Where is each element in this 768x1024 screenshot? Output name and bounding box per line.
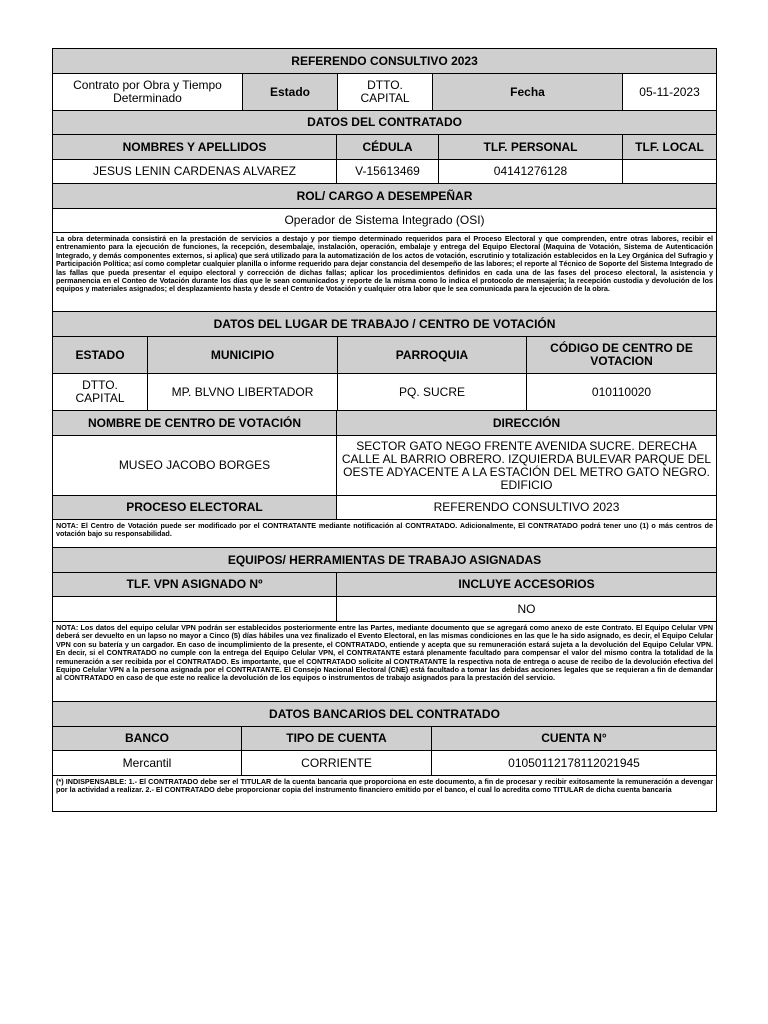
cedula-value: V-15613469 — [337, 160, 439, 184]
col-accesorios: INCLUYE ACCESORIOS — [337, 573, 717, 597]
col-estado: ESTADO — [53, 337, 148, 374]
tipo-cuenta-value: CORRIENTE — [242, 751, 432, 776]
col-tlf-local: TLF. LOCAL — [623, 135, 717, 160]
col-vpn: TLF. VPN ASIGNADO Nº — [53, 573, 337, 597]
col-codigo-centro: CÓDIGO DE CENTRO DE VOTACION — [527, 337, 717, 374]
bancarios-table — [52, 701, 717, 812]
col-cuenta: CUENTA N° — [432, 727, 717, 751]
centro-table — [52, 410, 717, 548]
direccion-value: SECTOR GATO NEGO FRENTE AVENIDA SUCRE. DERECHA CALLE AL BARRIO OBRERO. IZQUIERDA BULEVAR PARQUE DEL OESTE ADYACENTE A LA ESTACIÓN DEL METRO GATO NEGRO. EDIFICIO — [337, 436, 717, 496]
contratado-section-title: DATOS DEL CONTRATADO — [53, 111, 717, 135]
fecha-label: Fecha — [433, 74, 623, 111]
contratado-table — [52, 134, 717, 312]
estado-value: DTTO. CAPITAL — [338, 74, 433, 111]
nombre-centro-label: NOMBRE DE CENTRO DE VOTACIÓN — [53, 411, 337, 436]
codigo-centro-value: 010110020 — [527, 374, 717, 411]
estado-lugar-value: DTTO. CAPITAL — [53, 374, 148, 411]
tlf-local-value — [623, 160, 717, 184]
equipos-section-title: EQUIPOS/ HERRAMIENTAS DE TRABAJO ASIGNADAS — [53, 548, 717, 573]
accesorios-value: NO — [337, 597, 717, 622]
col-banco: BANCO — [53, 727, 242, 751]
contract-info-table — [52, 48, 717, 135]
col-parroquia: PARROQUIA — [338, 337, 527, 374]
direccion-label: DIRECCIÓN — [337, 411, 717, 436]
col-tipo-cuenta: TIPO DE CUENTA — [242, 727, 432, 751]
fecha-value: 05-11-2023 — [623, 74, 717, 111]
proceso-value: REFERENDO CONSULTIVO 2023 — [337, 496, 717, 520]
bancarios-section-title: DATOS BANCARIOS DEL CONTRATADO — [53, 702, 717, 727]
col-nombres: NOMBRES Y APELLIDOS — [53, 135, 337, 160]
lugar-section-title: DATOS DEL LUGAR DE TRABAJO / CENTRO DE VOTACIÓN — [53, 312, 717, 337]
nombres-value: JESUS LENIN CARDENAS ALVAREZ — [53, 160, 337, 184]
col-tlf-personal: TLF. PERSONAL — [439, 135, 623, 160]
document-title: REFERENDO CONSULTIVO 2023 — [53, 49, 717, 74]
parroquia-value: PQ. SUCRE — [338, 374, 527, 411]
bancarios-note: (*) INDISPENSABLE: 1.- El CONTRATADO debe ser el TITULAR de la cuenta bancaria que proporciona en este documento, a fin de procesar y recibir exitosamente la remuneración a devengar por la actividad a realizar. 2.- El CONTRATADO debe proporcionar copia del instrumento financiero emitido por el banco, el cual lo acredita como TITULAR de dicha cuenta bancaria — [53, 776, 717, 812]
municipio-value: MP. BLVNO LIBERTADOR — [148, 374, 338, 411]
rol-value: Operador de Sistema Integrado (OSI) — [53, 209, 717, 233]
vpn-value — [53, 597, 337, 622]
nombre-centro-value: MUSEO JACOBO BORGES — [53, 436, 337, 496]
cuenta-value: 01050112178112021945 — [432, 751, 717, 776]
estado-label: Estado — [243, 74, 338, 111]
col-cedula: CÉDULA — [337, 135, 439, 160]
contract-document — [52, 48, 716, 812]
tlf-personal-value: 04141276128 — [439, 160, 623, 184]
rol-description: La obra determinada consistirá en la prestación de servicios a destajo y por tiempo determinado requeridos para el Proceso Electoral y que comprenden, entre otras labores, recibir el entrenamiento para la ejecución de funciones, la recepción, desembalaje, instalación, operación, embalaje y entrega del Equipo Electoral (Maquina de Votación, Sistema de Autenticación Integrado, y demás componentes externos, si aplica) que será utilizado para la automatización de los actos de votación, escrutinio y totalización establecidos en la Ley Orgánica del Sufragio y Participación Política; así como completar cualquier planilla o informe requerido para dejar constancia del desempeño de las labores; el reporte al Técnico de Soporte del Sistema Integrado de las fallas que pueda presentar el equipo electoral y corrección de dichas fallas; aplicar los procedimientos definidos en cada una de las fases del proceso electoral, la asistencia y permanencia en el Conteo de Votación durante los días que le sean comunicados y reporte de la misma como lo indica el protocolo de mensajería; la recepción custodia y devolución de los equipos y materiales asignados; el desplazamiento hasta y desde el Centro de Votación y cualquier otra labor que le sea comunicada para la ejecución de la obra. — [53, 233, 717, 312]
lugar-table — [52, 311, 717, 411]
banco-value: Mercantil — [53, 751, 242, 776]
rol-section-title: ROL/ CARGO A DESEMPEÑAR — [53, 184, 717, 209]
contract-type: Contrato por Obra y Tiempo Determinado — [53, 74, 243, 111]
equipos-table — [52, 547, 717, 702]
equipos-note: NOTA: Los datos del equipo celular VPN podrán ser establecidos posteriormente entre las Partes, mediante documento que se agregará como anexo de este Contrato. El Equipo Celular VPN deberá ser devuelto en un lapso no mayor a Cinco (5) días hábiles una vez finalizado el Evento Electoral, en las mismas condiciones en las que le ha sido asignado, es decir, el Equipo Celular VPN con su batería y un cargador. En caso de incumplimiento de la presente, el CONTRATADO, entiende y acepta que su remuneración estará sujeta a la devolución del Equipo Celular VPN. En decir, si el CONTRATADO no cumple con la entrega del Equipo Celular VPN, el CONTRATANTE estará plenamente facultado para compensar el valor del mismo contra la totalidad de la remuneración a ser recibida por el CONTRATADO. Es importante, que el CONTRATADO solicite al CONTRATANTE la respectiva nota de entrega o acuse de recibo de la devolución efectiva del Equipo Celular VPN a la persona asignada por el CONTRATANTE. El Consejo Nacional Electoral (CNE) está facultado a tomar las debidas acciones legales que se requieran a fin de demandar al CONTRATADO en caso de que este no realice la devolución de los equipos o instrumentos de trabajo asignados para la prestación del servicio. — [53, 622, 717, 702]
lugar-note: NOTA: El Centro de Votación puede ser modificado por el CONTRATANTE mediante notificación al CONTRATADO. Adicionalmente, El CONTRATADO podrá tener uno (1) o más centros de votación bajo su responsabilidad. — [53, 520, 717, 548]
col-municipio: MUNICIPIO — [148, 337, 338, 374]
proceso-label: PROCESO ELECTORAL — [53, 496, 337, 520]
